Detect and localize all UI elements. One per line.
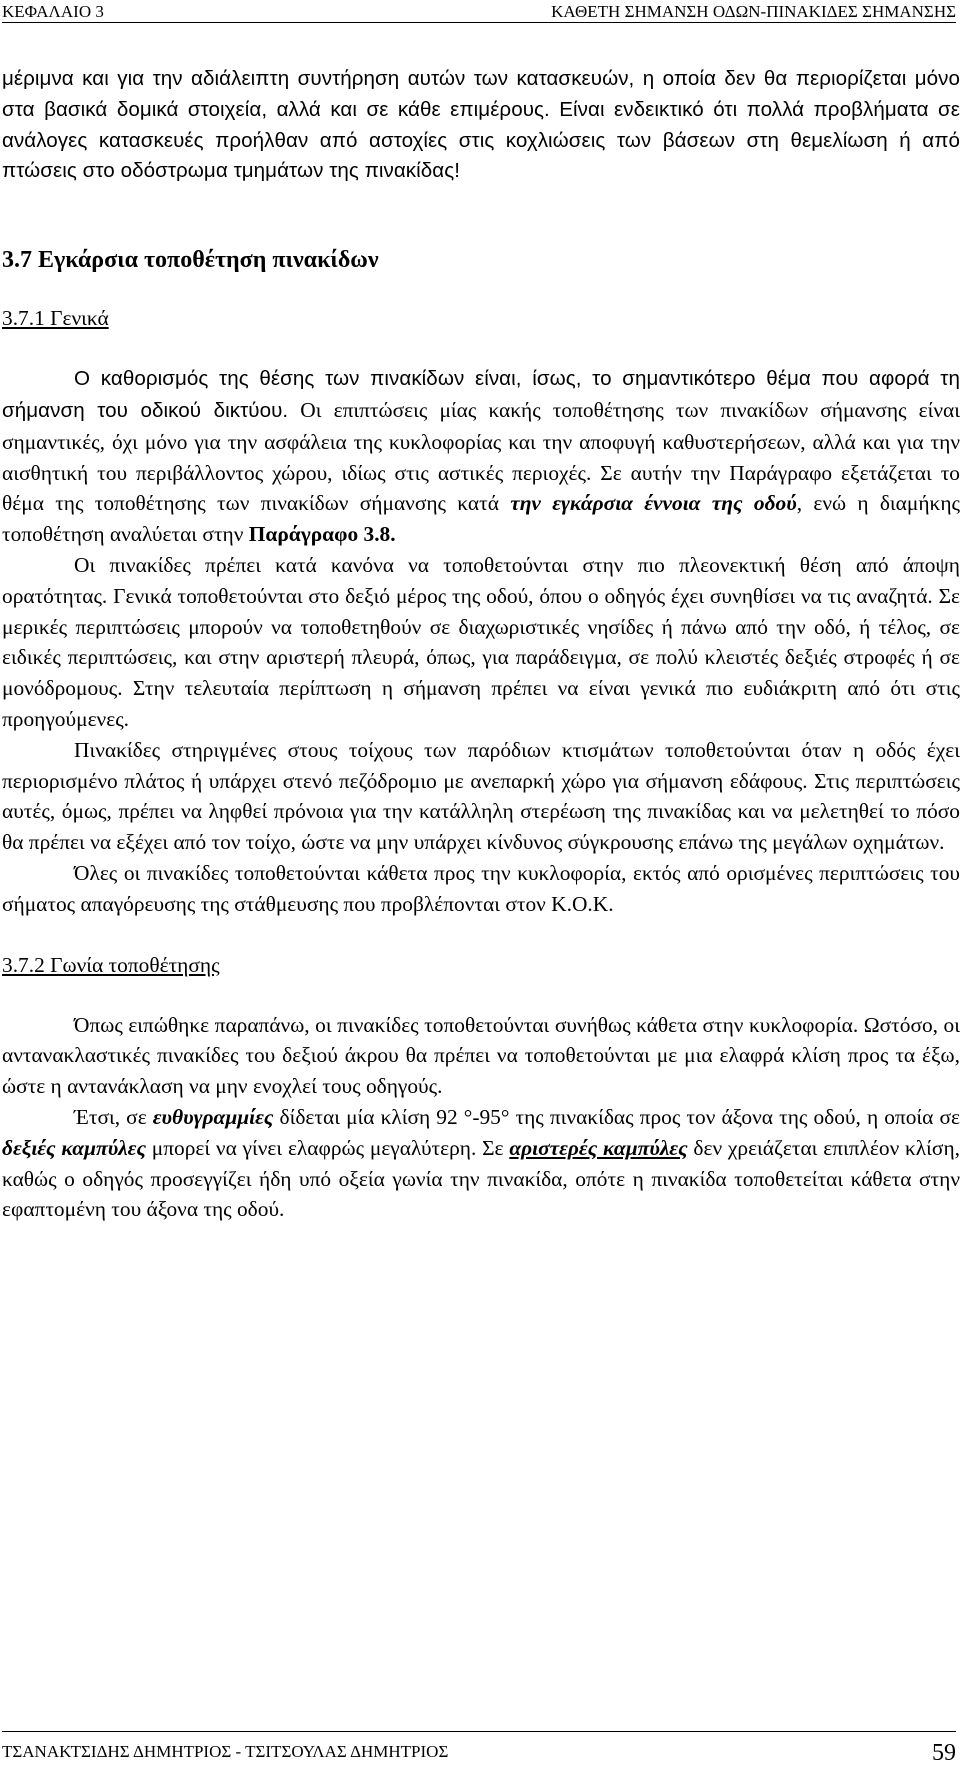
intro-paragraph: μέριμνα και για την αδιάλειπτη συντήρηση αυτών των κατασκευών, η οποία δεν θα περιορίζεται μόνο στα βασικά δομικά στοιχεία, αλλά και σε κάθε επιμέρους. Είναι ενδεικτικό ότι πολλά προβλήματα σε ανάλογες κατασκευές προήλθαν από αστοχίες στις κοχλιώσεις των βάσεων στη θεμελίωση ή από πτώσεις στο οδόστρωμα τμημάτων της πινακίδας! [2,67,960,183]
section-heading: 3.7 Εγκάρσια τοποθέτηση πινακίδων [2,247,379,274]
subsection-heading-angle: 3.7.2 Γωνία τοποθέτησης [2,952,220,977]
angle-paragraph-2-d: δεν χρειάζεται επιπλέον κλίση, καθώς ο οδηγός προσεγγίζει ήδη υπό οξεία γωνία την πινακίδα, οπότε η πινακίδα τοποθετείται κάθετα στην εφαπτομένη του άξονα της οδού. [2,1135,960,1222]
angle-paragraph-2-c: μπορεί να γίνει ελαφρώς μεγαλύτερη. Σε [145,1135,510,1160]
general-paragraph-1-end: . [390,522,396,547]
subsection-heading-general: 3.7.1 Γενικά [2,306,109,331]
angle-paragraph-2-emphasis-right: δεξιές καμπύλες [2,1135,146,1160]
general-paragraph-1-reference: Παράγραφο 3.8 [248,522,391,547]
general-paragraph-3: Πινακίδες στηριγμένες στους τοίχους των παρόδιων κτισμάτων τοποθετούνται όταν η οδός έχει περιορισμένο πλάτος ή υπάρχει στενό πεζόδρομιο με ανεπαρκή χώρο για σήμανση εδάφους. Στις περιπτώσεις αυτές, όμως, πρέπει να ληφθεί πρόνοια για την κατάλληλη στερέωση της πινακίδας και να μελετηθεί το πόσο θα πρέπει να εξέχει από τον τοίχο, ώστε να μην υπάρχει κίνδυνος σύγκρουσης επάνω της μεγάλων οχημάτων. [2,737,960,855]
general-paragraph-2: Οι πινακίδες πρέπει κατά κανόνα να τοποθετούνται στην πιο πλεονεκτική θέση από άποψη ορατότητας. Γενικά τοποθετούνται στο δεξιό μέρος της οδού, όπου ο οδηγός έχει συνηθίσει να τις αναζητά. Σε μερικές περιπτώσεις μπορούν να τοποθετηθούν σε διαχωριστικές νησίδες ή πάνω από την οδό, ή τέλος, σε ειδικές περιπτώσεις, και στην αριστερή πλευρά, όπως, για παράδειγμα, σε πολύ κλειστές δεξιές στροφές ή σε μονόδρομους. Στην τελευταία περίπτωση η σήμανση πρέπει να είναι γενικά πιο ευδιάκριτη από ότι στις προηγούμενες. [2,552,960,731]
angle-paragraph-2-emphasis-straight: ευθυγραμμίες [152,1104,274,1129]
footer-authors: ΤΣΑΝΑΚΤΣΙΔΗΣ ΔΗΜΗΤΡΙΟΣ - ΤΣΙΤΣΟΥΛΑΣ ΔΗΜΗΤΡΙΟΣ [2,1742,449,1761]
general-paragraph-1 [2,363,960,550]
angle-paragraph-2-a: Έτσι, σε [74,1104,153,1129]
page-body [2,64,960,1225]
angle-paragraph-1: Όπως ειπώθηκε παραπάνω, οι πινακίδες τοποθετούνται συνήθως κάθετα στην κυκλοφορία. Ωστόσο, οι αντανακλαστικές πινακίδες του δεξιού άκρου θα πρέπει να τοποθετούνται με μια ελαφρά κλίση προς τα έξω, ώστε η αντανάκλαση να μην ενοχλεί τους οδηγούς. [2,1012,960,1099]
running-footer [2,1731,956,1770]
header-chapter: ΚΕΦΑΛΑΙΟ 3 [2,2,104,21]
angle-paragraph-2-b: δίδεται μία κλίση 92 °-95° της πινακίδας προς τον άξονα της οδού, η οποία σε [273,1104,960,1129]
general-paragraph-1-mid: , ενώ η διαμήκης τοποθέτηση αναλύεται στην [2,491,960,547]
angle-paragraph-2 [2,1102,960,1225]
general-paragraph-4: Όλες οι πινακίδες τοποθετούνται κάθετα προς την κυκλοφορία, εκτός από ορισμένες περιπτώσεις του σήματος απαγόρευσης της στάθμευσης που προβλέπονται στον Κ.Ο.Κ. [2,860,960,916]
general-paragraph-1-lead: Ο καθορισμός της θέσης των πινακίδων είναι, ίσως, το σημαντικότερο θέμα που αφορά τη σήμανση του οδικού δικτύου. [2,367,960,422]
angle-paragraph-2-emphasis-left: αριστερές καμπύλες [509,1135,688,1160]
page-number: 59 [932,1740,956,1766]
general-paragraph-1-text: Οι επιπτώσεις μίας κακής τοποθέτησης των πινακίδων σήμανσης είναι σημαντικές, όχι μόνο για την ασφάλεια της κυκλοφορίας και την αποφυγή καθυστερήσεων, αλλά και για την αισθητική του περιβάλλοντος χώρου, ιδίως στις αστικές περιοχές. Σε αυτήν την Παράγραφο εξετάζεται το θέμα της τοποθέτησης των πινακίδων σήμανσης κατά [2,397,960,516]
running-header [2,0,956,23]
header-title: ΚΑΘΕΤΗ ΣΗΜΑΝΣΗ ΟΔΩΝ-ΠΙΝΑΚΙΔΕΣ ΣΗΜΑΝΣΗΣ [551,2,956,21]
general-paragraph-1-emphasis: την εγκάρσια έννοια της οδού [510,491,797,516]
